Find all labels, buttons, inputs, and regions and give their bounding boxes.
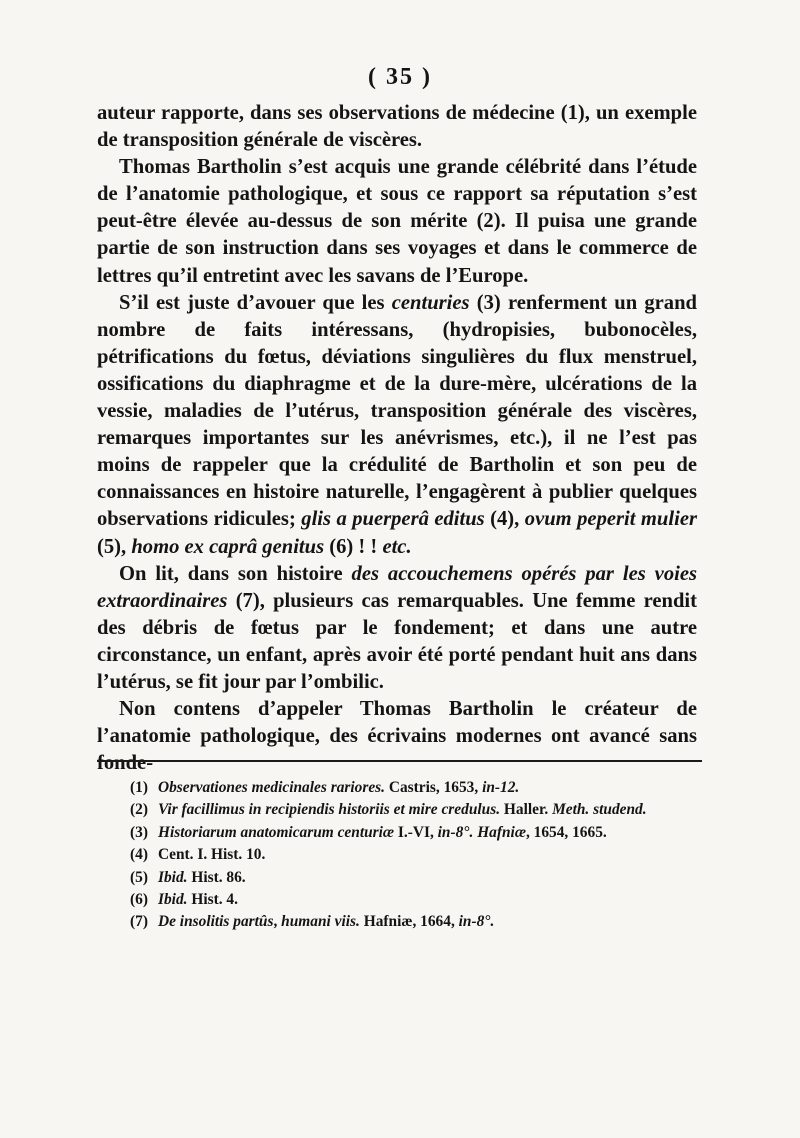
text-segment: On lit, dans son histoire bbox=[119, 562, 352, 585]
page-number: ( 35 ) bbox=[368, 64, 432, 90]
footnote-number: (1) bbox=[130, 779, 148, 796]
footnote-3 bbox=[130, 822, 710, 844]
text-segment: (5), bbox=[97, 535, 132, 558]
italic-segment: in-8°. bbox=[437, 823, 474, 841]
italic-segment: in-12. bbox=[482, 779, 520, 796]
italic-segment: in-8°. bbox=[458, 913, 495, 931]
footnote-number: (3) bbox=[130, 823, 148, 841]
footnote-6 bbox=[130, 889, 710, 911]
paragraph-5 bbox=[97, 696, 697, 777]
paragraph-3 bbox=[97, 290, 697, 561]
italic-segment: Meth. studend. bbox=[552, 801, 647, 819]
text-segment: Hist. 4. bbox=[187, 891, 238, 909]
text-segment: (4), bbox=[484, 508, 525, 531]
footnote-number: (5) bbox=[130, 868, 148, 886]
text-segment: auteur rapporte, dans ses observations de médecine (1), un exemple de transposition générale de viscères. bbox=[97, 102, 697, 152]
italic-segment: Hafniæ bbox=[477, 823, 526, 841]
italic-segment: ovum peperit mulier bbox=[524, 508, 697, 531]
footnote-number: (4) bbox=[130, 846, 148, 864]
italic-segment: Historiarum anatomicarum centuriæ bbox=[158, 823, 395, 841]
italic-segment: humani viis. bbox=[281, 913, 360, 931]
text-segment: , 1654, 1665. bbox=[525, 823, 607, 841]
paragraph-4 bbox=[97, 561, 697, 696]
text-segment: (7), plusieurs cas remarquables. Une femme rendit des débris de fœtus par le fondement; et dans une autre circonstance, un enfant, après avoir été porté pendant huit ans dans l’utérus, se fit jour par l’ombilic. bbox=[97, 589, 697, 693]
paragraph-2 bbox=[97, 154, 697, 289]
footnote-2 bbox=[130, 799, 710, 821]
footnote-5 bbox=[130, 867, 710, 889]
text-segment: Thomas Bartholin s’est acquis une grande célébrité dans l’étude de l’anatomie pathologique, et sous ce rapport sa réputation s’est peut-être élevée au-dessus de son mérite (2). Il puisa une grande partie de son instruction dans ses voyages et dans le commerce de lettres qu’il entretint avec les savans de l’Europe. bbox=[97, 156, 697, 287]
text-segment: (6) ! ! bbox=[324, 535, 383, 558]
footnote-number: (7) bbox=[130, 913, 148, 931]
text-segment: Castris, 1653, bbox=[385, 779, 483, 796]
footnote-7 bbox=[130, 911, 710, 933]
footnote-4 bbox=[130, 844, 710, 866]
italic-segment: De insolitis partûs bbox=[158, 913, 274, 931]
italic-segment: Vir facillimus in recipiendis historiis et mire credulus. bbox=[158, 801, 501, 819]
italic-segment: etc. bbox=[382, 535, 412, 558]
italic-segment: glis a puerperâ editus bbox=[301, 508, 485, 531]
footnote-number: (2) bbox=[130, 801, 148, 819]
italic-segment: Ibid. bbox=[158, 891, 188, 909]
footnote-number: (6) bbox=[130, 891, 148, 909]
italic-segment: homo ex caprâ genitus bbox=[131, 535, 325, 558]
text-segment: , bbox=[273, 913, 282, 931]
italic-segment: Observationes medicinales rariores. bbox=[158, 779, 386, 796]
text-segment: Hafniæ, 1664, bbox=[359, 913, 459, 931]
paragraph-1 bbox=[97, 100, 697, 154]
italic-segment: centuries bbox=[391, 291, 470, 314]
italic-segment: des accouchemens opérés par les voies extraordinaires bbox=[97, 562, 697, 612]
footnote-1 bbox=[130, 777, 710, 799]
text-segment: I.-VI, bbox=[394, 823, 438, 841]
footnotes bbox=[130, 777, 710, 934]
text-segment: (3) renferment un grand nombre de faits intéressans, (hydropisies, bubonocèles, pétrifications du fœtus, déviations singulières du flux menstruel, ossifications du diaphragme et de la dure-mère, ulcérations de la vessie, maladies de l’utérus, transposition générale des viscères, remarques importantes sur les anévrismes, etc.), il ne l’est pas moins de rappeler que la crédulité de Bartholin et son peu de connaissances en histoire naturelle, l’engagèrent à publier quelques observations ridicules; bbox=[97, 291, 698, 531]
footnote-divider bbox=[97, 760, 702, 762]
text-segment: S’il est juste d’avouer que les bbox=[119, 291, 392, 314]
text-segment: Haller. bbox=[500, 801, 553, 819]
text-segment: Non contens d’appeler Thomas Bartholin le créateur de l’anatomie pathologique, des écrivains modernes ont avancé sans fonde- bbox=[97, 698, 697, 775]
text-segment: Hist. 86. bbox=[187, 868, 246, 886]
text-segment: Cent. I. Hist. 10. bbox=[158, 846, 266, 864]
body-text bbox=[97, 100, 697, 777]
italic-segment: Ibid. bbox=[158, 868, 188, 886]
